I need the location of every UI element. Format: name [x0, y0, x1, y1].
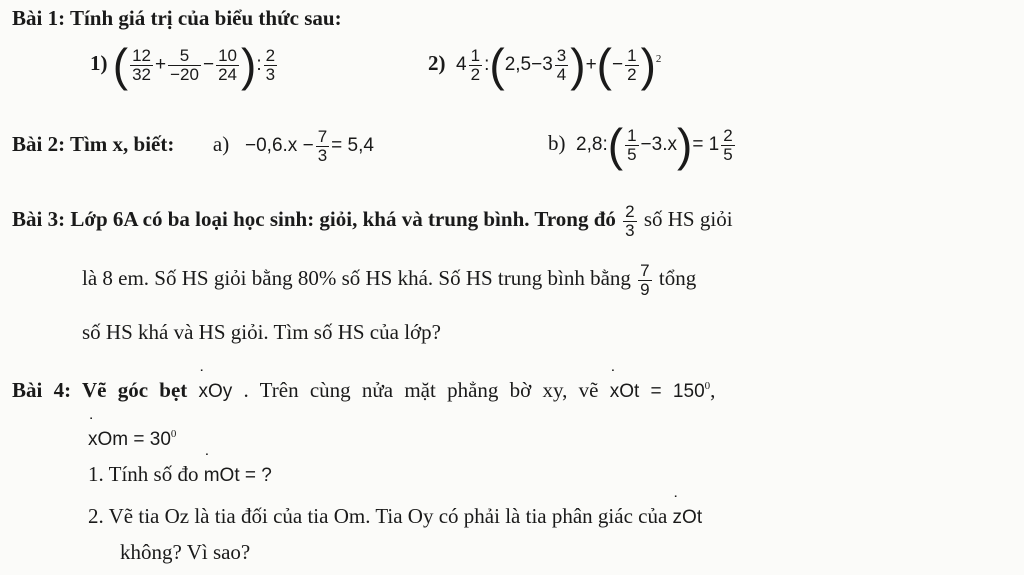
bai4-text: , — [710, 378, 716, 402]
bai3-line-1: Bài 3: Lớp 6A có ba loại học sinh: giỏi, khá và trung bình. Trong đó $\frac{2}{3}$ số HS giỏi — [12, 202, 733, 240]
bai3-line-3: số HS khá và HS giỏi. Tìm số HS của lớp? — [82, 320, 441, 344]
item-label: 2) — [428, 50, 446, 75]
bai1-expression-1: 1) ( $\frac{12}{32}$ + $\frac{5}{-20}$ − $\frac{10}{24}$ ): $\frac{2}{3}$ — [90, 39, 276, 91]
bai1-title: Bài 1: Tính giá trị của biểu thức sau: — [12, 6, 342, 30]
bai3-text: Bài 3: Lớp 6A có ba loại học sinh: giỏi, khá và trung bình. Trong đó — [12, 207, 616, 232]
bai4-line-1 — [12, 378, 715, 403]
bai4-q2-cont: không? Vì sao? — [120, 540, 251, 564]
bai2-a-label: a) — [212, 132, 230, 157]
bai2-line: Bài 2: Tìm x, biết: a) −0,6.x − $\frac{7}{3}$ = 5,4 — [12, 127, 374, 165]
item-label: 1) — [90, 50, 108, 75]
angle-mot: ˙ mOt = ? — [204, 465, 272, 487]
bai1-expression-2: 2) 4 $\frac{1}{2}$ :(2,5−3 $\frac{3}{4}$ )+(− $\frac{1}{2}$ )$^2$ — [428, 39, 662, 91]
bai3-text: là 8 em. Số HS giỏi bằng 80% số HS khá. Số HS trung bình bằng — [82, 266, 631, 291]
angle-zot: ˙ zOt — [673, 507, 703, 529]
angle-xoy: ˙ xOy — [199, 381, 233, 403]
angle-xom: ˙ xOm = 30 — [88, 429, 171, 451]
bai3-text: số HS giỏi — [643, 207, 733, 232]
bai4-text: . Trên cùng nửa mặt phẳng bờ xy, vẽ — [243, 378, 599, 402]
bai4-text: 1. Tính số đo — [88, 462, 199, 486]
degree-mark: 0 — [170, 428, 177, 440]
bai4-line-2 — [88, 426, 176, 451]
bai4-q2 — [88, 504, 702, 529]
degree-mark: 0 — [704, 380, 711, 392]
bai4-text: 2. Vẽ tia Oz là tia đối của tia Om. Tia Oy có phải là tia phân giác của — [88, 504, 668, 528]
bai4-text: Bài 4: Vẽ góc bẹt — [12, 378, 188, 402]
bai2-b: b) 2,8:( $\frac{1}{5}$ −3.x)= 1 $\frac{2}{5}$ — [548, 119, 733, 171]
bai2-title: Bài 2: Tìm x, biết: — [12, 132, 175, 157]
bai3-line-2: là 8 em. Số HS giỏi bằng 80% số HS khá. Số HS trung bình bằng $\frac{7}{9}$ tổng — [82, 261, 697, 299]
bai2-b-label: b) — [548, 130, 566, 155]
bai4-q1 — [88, 462, 272, 487]
angle-xot: ˙ xOt = 150 — [610, 381, 705, 403]
bai3-text: tổng — [658, 266, 697, 291]
